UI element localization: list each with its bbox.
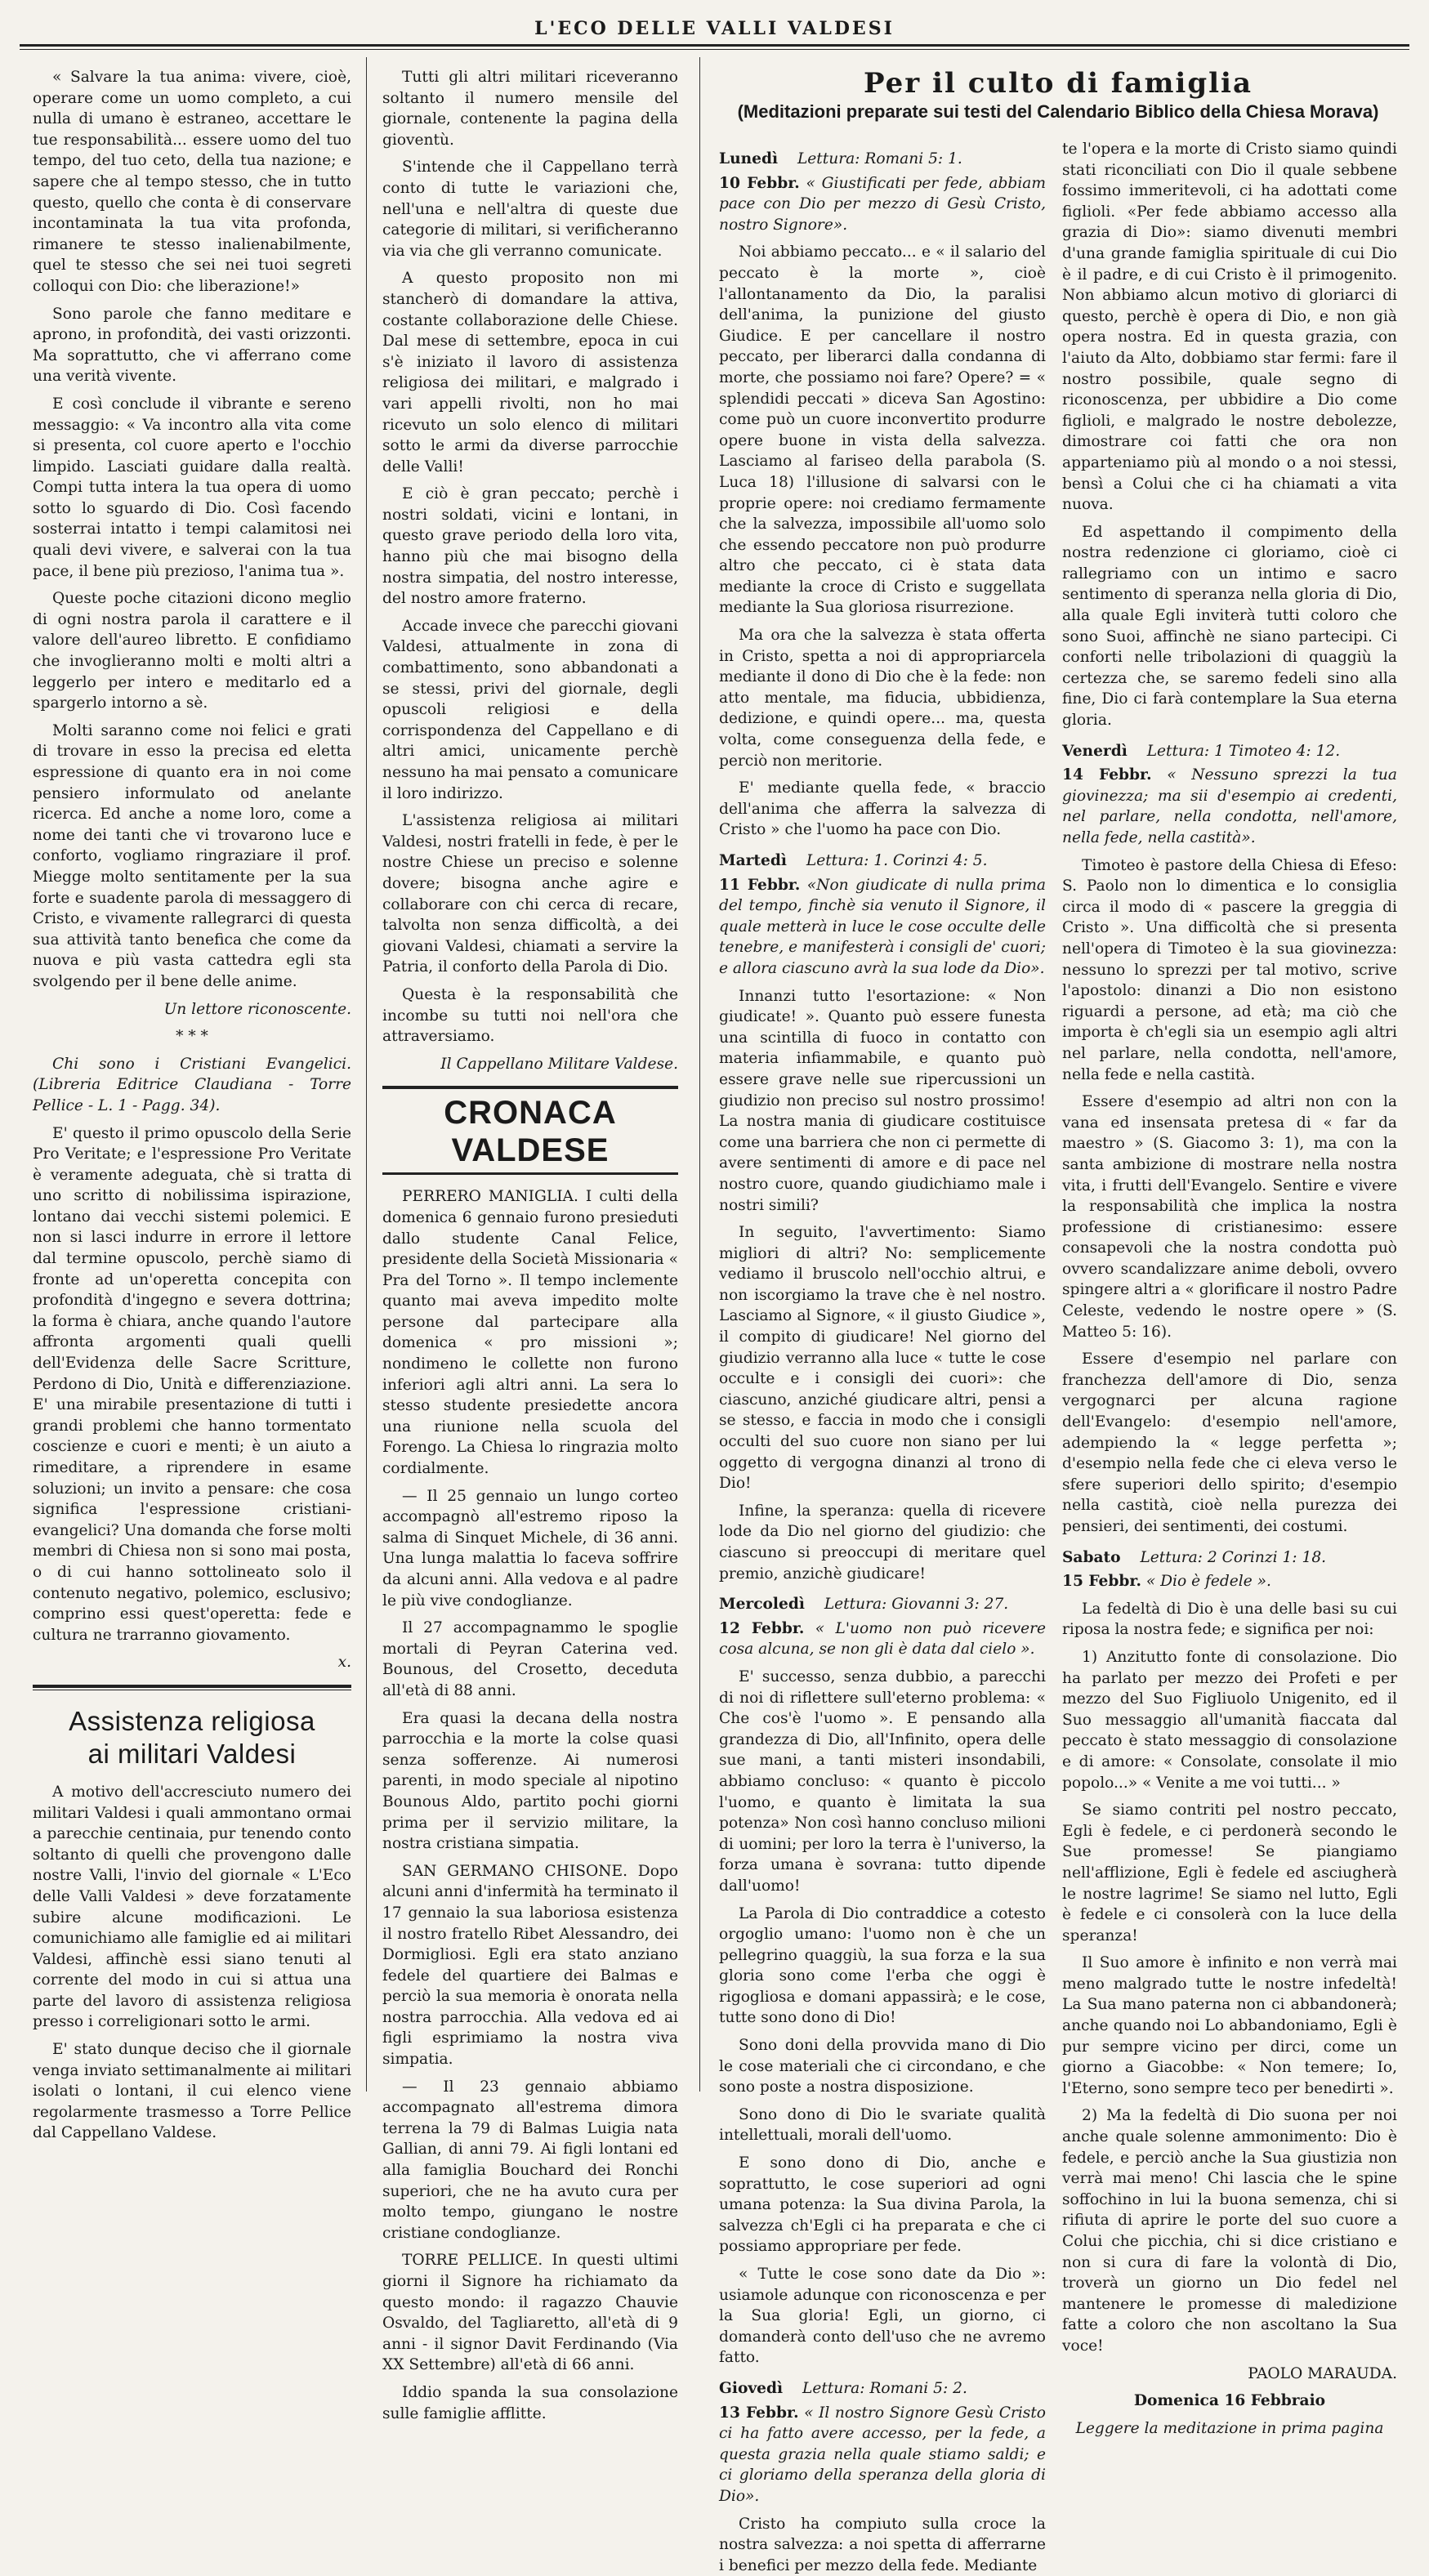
day-name: Martedì xyxy=(719,852,787,869)
paragraph: E' questo il primo opuscolo della Serie Pro Veritate; e l'espressione Pro Veritate è veramente adeguata, chè si tratta di uno scritto di nobilissima ispirazione, lontano dai vecchi sistemi polemici. E non si lasci indurre in errore il lettore dal termine opuscolo, perchè siamo di fronte ad un'operetta concepita con profondità d'ingegno e severa dottrina; la forma è chiara, anche quando l'autore affronta argomenti quali quelli dell'Evidenza delle Sacre Scritture, Perdono di Dio, Unità e differenziazione. E' una mirabile presentazione di tutti i grandi problemi che hanno tormentato coscienze e cuori e menti; è un aiuto a rimeditare, a riprendere in esame soluzioni; un invito a pensare: che cosa significa l'espressione cristiani-evangelici? Una domanda che forse molti membri di Chiesa non si sono mai posta, o di cui hanno sottolineato solo il contenuto negativo, polemico, esclusivo; comprino essi quest'operetta: fede e cultura ne trarranno giovamento. xyxy=(33,1124,351,1644)
news-item: Era quasi la decana della nostra parrocchia e la morte la colse quasi senza sofferenze. Ai numerosi parenti, in modo speciale al nipotino Bounous Aldo, partito pochi giorni prima per il servizio militare, la nostra cristiana simpatia. xyxy=(382,1709,678,1853)
day-heading xyxy=(1062,1547,1397,1569)
day-heading xyxy=(1062,741,1397,762)
verse-quote: « Nessuno sprezzi la tua giovinezza; ma sii d'esempio ai credenti, nel parlare, nella condotta, nell'amore, nella fede, nella castità». xyxy=(1062,766,1397,846)
paragraph: Sono dono di Dio le svariate qualità intellettuali, morali dell'uomo. xyxy=(719,2105,1046,2145)
paragraph: Molti saranno come noi felici e grati di trovare in esso la precisa ed eletta espressione di quanto era in noi come pensiero informulato od anelante ricerca. Ed anche a nome loro, come a nome dei tanti che vi trovarono luce e conforto, vogliamo ringraziare il prof. Miegge molto sentitamente per la sua forte e suadente parola di messaggero di Cristo, e vivamente rallegrarci di questa sua attività tanto benefica che come da nuova e più vasta cattedra egli sta svolgendo per il bene delle anime. xyxy=(33,721,351,990)
day-heading xyxy=(719,2378,1046,2400)
paragraph: Accade invece che parecchi giovani Valdesi, attualmente in zona di combattimento, sono abbandonati a se stessi, privi del giornale, degli opuscoli religiosi e della corrispondenza del Cappellano e di altri amici, unicamente perchè nessuno ha mai pensato a comunicare il loro indirizzo. xyxy=(382,617,678,802)
reading-ref: Lettura: 1 Timoteo 4: 12. xyxy=(1146,742,1341,760)
reading-ref: Lettura: Romani 5: 1. xyxy=(797,150,962,167)
column-divider xyxy=(366,57,367,2092)
paragraph: Essere d'esempio ad altri non con la vana ed insensata pretesa di « far da maestro » (S. Giacomo 3: 1), ma con la santa ambizione di mostrare nella nostra vita, i frutti dell'Evangelo. Sentire e vivere la responsabilità che implica la nostra professione di cristianesimo: essere consapevoli che la nostra condotta può ovvero scandalizzare anime deboli, ovvero spingere altri a « glorificare il nostro Padre Celeste, vedendo le nostre opere » (S. Matteo 5: 16). xyxy=(1062,1093,1397,1341)
paragraph: Sono parole che fanno meditare e aprono, in profondità, dei vasti orizzonti. Ma soprattutto, che vi afferrano come una verità vivente. xyxy=(33,305,351,386)
day-name: Sabato xyxy=(1062,1548,1121,1566)
day-heading xyxy=(719,149,1046,170)
day-name: Giovedì xyxy=(719,2379,784,2397)
paragraph: Questa è la responsabilità che incombe su tutti noi nell'ora che attraversiamo. xyxy=(382,985,678,1046)
headline-title: Per il culto di famiglia xyxy=(864,67,1253,100)
paragraph: Noi abbiamo peccato... e « il salario del peccato è la morte », cioè l'allontanamento da Dio, la paralisi dell'anima, la punizione del giusto Giudice. E per cancellare il nostro peccato, per liberarci dalla condanna di morte, che possiamo noi fare? Opere? = « splendidi peccati » diceva San Agostino: come può un cuore inconvertito produrre opere buone in vista della salvezza. Lasciamo al fariseo della parabola (S. Luca 18) l'illusione di salvarsi con le proprie opere: noi crediamo fermamente che la salvezza, impossibile all'uomo solo che essendo peccatore non può produrre altro che peccato, ci è stata data mediante la croce di Cristo e suggellata mediante la Sua gloriosa risurrezione. xyxy=(719,243,1046,617)
paragraph: In seguito, l'avvertimento: Siamo migliori di altri? No: semplicemente vediamo il bruscolo nell'occhio altrui, e non iscorgiamo la trave che è nel nostro. Lasciamo al Signore, « il giusto Giudice », il compito di giudicare! Nel giorno del giudizio verranno alla luce « tutte le cose occulte e i consigli dei cuori»: che ciascuno, anziché giudicare altri, pensi a se stesso, e faccia in modo che i consigli occulti del suo cuore non siano per lui oggetto di vergogna dinanzi al trono di Dio! xyxy=(719,1224,1046,1493)
paragraph: E' successo, senza dubbio, a parecchi di noi di riflettere sull'eterno problema: « Che cos'è l'uomo ». E pensando alla grandezza di Dio, all'Infinito, opera delle sue mani, a tanti misteri insondabili, abbiamo concluso: « quanto è piccolo l'uomo, e quanto è limitata la sua potenza» Non così hanno concluso milioni di uomini; per loro la terra è l'universo, la forza umana è sovrana: tutto dipende dall'uomo! xyxy=(719,1667,1046,1895)
paragraph: A questo proposito non mi stancherò di domandare la attiva, costante collaborazione delle Chiese. Dal mese di settembre, epoca in cui s'è iniziato il lavoro di assistenza religiosa dei militari, e malgrado i vari appelli rivolti, non ho mai ricevuto un solo elenco di militari sotto le armi da diverse parrocchie delle Valli! xyxy=(382,270,678,475)
paragraph: E' mediante quella fede, « braccio dell'anima che afferra la salvezza di Cristo » che l'uomo ha pace con Dio. xyxy=(719,779,1046,839)
masthead-rule xyxy=(20,44,1409,47)
paragraph: Ed aspettando il compimento della nostra redenzione ci gloriamo, cioè ci rallegriamo con un intimo e sacro sentimento di speranza nella gloria di Dio, alla quale Egli inviterà tutti coloro che sono Suoi, affinchè ne siano partecipi. Ci conforti nelle tribolazioni di quaggiù la certezza che, se saremo fedeli sino alla fine, Dio ci farà contemplare la Sua eterna gloria. xyxy=(1062,523,1397,730)
paragraph: Cristo ha compiuto sulla croce la nostra salvezza: a noi spetta di afferrarne i benefici per mezzo della fede. Mediante xyxy=(719,2515,1046,2574)
paragraph: Tutti gli altri militari riceveranno soltanto il numero mensile del giornale, contenente la pagina della gioventù. xyxy=(382,69,678,149)
closing-note: Leggere la meditazione in prima pagina xyxy=(1075,2419,1384,2437)
verse-quote: « L'uomo non può ricevere cosa alcuna, se non gli è data dal cielo ». xyxy=(719,1619,1047,1659)
verse-quote: «Non giudicate di nulla prima del tempo, finchè sia venuto il Signore, il quale metterà in luce le cose occulte delle tenebre, e manifesterà i consigli de' cuori; e allora ciascuno avrà la sua lode da Dio». xyxy=(719,876,1046,977)
section-title-line: ai militari Valdesi xyxy=(87,1738,297,1769)
date: 10 Febbr. xyxy=(719,174,800,192)
paragraph: Essere d'esempio nel parlare con franchezza dell'amore di Dio, senza vergognarci per alcuna ragione dell'Evangelo: d'esempio nell'amore, adempiendo la « legge perfetta »; d'esempio nella fede che ci eleva verso le sfere superiori dello spirito; d'esempio nella castità, cioè nella purezza dei pensieri, dei sentimenti, dei costumi. xyxy=(1062,1351,1397,1535)
paragraph: A motivo dell'accresciuto numero dei militari Valdesi i quali ammontano ormai a parecchie centinaia, pur tenendo conto soltanto di quelli che provengono dalle nostre Valli, l'invio del giornale « L'Eco delle Valli Valdesi » deve forzatamente subire alcune modificazioni. Le comunichiamo alle famiglie ed ai militari Valdesi, affinchè essi siano tenuti al corrente del modo in cui si attua una parte del lavoro di assistenza religiosa presso i correligionari sotto le armi. xyxy=(33,1783,351,2031)
news-item: — Il 25 gennaio un lungo corteo accompagnò all'estremo riposo la salma di Sinquet Michele, di 36 anni. Una lunga malattia lo faceva soffrire da alcuni anni. Alla vedova e al padre le più vive condoglianze. xyxy=(382,1487,678,1609)
news-item: TORRE PELLICE. In questi ultimi giorni il Signore ha richiamato da questo mondo: il ragazzo Chauvie Osvaldo, del Tagliaretto, all'età di 9 anni - il signor Davit Ferdinando (Via XX Settembre) all'età di 66 anni. xyxy=(382,2252,678,2374)
news-item: — Il 23 gennaio abbiamo accompagnato all'estrema dimora terrena la 79 di Balmas Luigia nata Gallian, di anni 79. Ai figli lontani ed alla famiglia Bouchard dei Ronchi superiori, che ne ha avuto cura per molto tempo, giungano le nostre cristiane condoglianze. xyxy=(382,2078,678,2242)
column-1 xyxy=(33,67,351,2142)
paragraph: Sono doni della provvida mano di Dio le cose materiali che ci circondano, e che sono poste a nostra disposizione. xyxy=(719,2037,1046,2096)
section-title-line: Assistenza religiosa xyxy=(69,1705,315,1736)
paragraph: S'intende che il Cappellano terrà conto di tutte le variazioni che, nell'una e nell'altra di queste due categorie di militari, si verificheranno via via che gli verranno comunicate. xyxy=(382,158,678,260)
section-rule xyxy=(33,1685,351,1688)
paragraph: E ciò è gran peccato; perchè i nostri soldati, vicini e lontani, in questo grave periodo della loro vita, hanno più che mai bisogno della nostra simpatia, del nostro interesse, del nostro amore fraterno. xyxy=(382,485,678,608)
paragraph: E così conclude il vibrante e sereno messaggio: « Va incontro alla vita come si presenta, col cuore aperto e l'occhio limpido. Lasciati guidare dalla realtà. Compi tutta intera la tua opera di uomo sotto lo sguardo di Dio. Così facendo sosterrai intatto i tempi calamitosi nei quali devi vivere, e salverai con la tua pace, il bene più prezioso, l'anima tua ». xyxy=(33,395,351,580)
paragraph: « Salvare la tua anima: vivere, cioè, operare come un uomo completo, a cui nulla di umano è estraneo, accettare le tue responsabilità... essere uomo del tuo tempo, del tuo ceto, della tua nazione; e sapere che al tempo stesso, che in tutto questo, quello che conta è di conservare incontaminata la tua vita profonda, rimanere te stesso inalienabilmente, quel te stesso che sei nei tuoi segreti colloqui con Dio: che liberazione!» xyxy=(33,69,351,295)
paragraph: Queste poche citazioni dicono meglio di ogni nostra parola il carattere e il valore dell'aureo libretto. E confidiamo che invoglieranno molti e molti altri a leggerlo per intero e meditarlo ed a spargerlo intorno a sè. xyxy=(33,590,351,712)
news-item: PERRERO MANIGLIA. I culti della domenica 6 gennaio furono presieduti dallo studente Canal Felice, presidente della Società Missionaria « Pra del Torno ». Il tempo inclemente quanto mai aveva impedito molte persone dal partecipare alla domenica « pro missioni »; nondimeno le collette non furono inferiori agli altri anni. La sera lo stesso studente presiedette ancora una riunione nella scuola del Forengo. La Chiesa lo ringrazia molto cordialmente. xyxy=(382,1188,678,1478)
day-heading xyxy=(719,1594,1046,1615)
section-title xyxy=(33,1705,351,1770)
date: 12 Febbr. xyxy=(719,1619,805,1637)
column-4 xyxy=(1062,139,1397,2437)
paragraph: Innanzi tutto l'esortazione: « Non giudicate! ». Quanto può essere funesta una scintilla di fuoco in contatto con materia infiammabile, e quanto può essere grave nelle sue ripercussioni un giudizio non preciso sul nostro prossimo! La nostra mania di giudicare costituisce come una barriera che non ci permette di avere sentimenti di amore e di pace nel nostro cuore, quando giudichiamo male i nostri simili? xyxy=(719,987,1046,1214)
reading-ref: Lettura: Giovanni 3: 27. xyxy=(824,1596,1009,1614)
date: 15 Febbr. xyxy=(1062,1573,1141,1591)
news-item: SAN GERMANO CHISONE. Dopo alcuni anni d'infermità ha terminato il 17 gennaio la sua laboriosa esistenza il nostro fratello Ribet Alessandro, dei Dormigliosi. Egli era stato anziano fedele del quartiere dei Balmas e perciò la sua memoria è onorata nella nostra parrocchia. Alla vedova ed ai figli esprimiamo la nostra viva simpatia. xyxy=(382,1862,678,2069)
signature: Un lettore riconoscente. xyxy=(163,1000,351,1018)
day-heading xyxy=(719,850,1046,872)
paragraph: te l'opera e la morte di Cristo siamo quindi stati riconciliati con Dio il quale sebbene fossimo immeritevoli, ci ha adottati come figlioli. «Per fede abbiamo accesso alla grazia di Dio»: siamo divenuti membri d'una grande famiglia spirituale di cui Dio è il padre, e di cui Cristo è il primogenito. Non abbiamo alcun motivo di gloriarci di questo, perchè è opera di Dio, e non già opera nostra. Ed in questa grazia, con l'aiuto da Alto, dobbiamo star fermi: fare il nostro possibile, quale segno di riconoscenza, per ubbidire a Dio come figlioli, e malgrado le nostre debolezze, dimostrare coi fatti che ora non apparteniamo più al mondo o a noi stessi, bensì a Colui che ci ha chiamati a vita nuova. xyxy=(1062,141,1397,514)
date: 13 Febbr. xyxy=(719,2404,799,2422)
paragraph: La Parola di Dio contraddice a cotesto orgoglio umano: l'uomo non è che un pellegrino quaggiù, la sua forza e la sua gloria sono come l'erba che oggi è rigogliosa e domani appassirà; e le cose, tutte sono dono di Dio! xyxy=(719,1904,1046,2027)
paragraph: Se siamo contriti pel nostro peccato, Egli è fedele, e ci perdonerà secondo le Sue promesse! Se piangiamo nell'afflizione, Egli è fedele ed asciugherà le nostre lagrime! Se siamo nel lutto, Egli è fedele e ci consolerà con la luce della speranza! xyxy=(1062,1801,1397,1944)
closing-date: Domenica 16 Febbraio xyxy=(1133,2392,1326,2410)
paragraph: 1) Anzitutto fonte di consolazione. Dio ha parlato per mezzo dei Profeti e per mezzo del Suo Figliuolo Unigenito, ed il Suo messaggio all'umanità fiaccata dal peccato è stato messaggio di consolazione e di amore: « Consolate, consolate il mio popolo...» « Venite a me voi tutti... » xyxy=(1062,1648,1397,1792)
day-name: Venerdì xyxy=(1062,742,1128,760)
column-divider xyxy=(699,57,700,2092)
reading-ref: Lettura: 2 Corinzi 1: 18. xyxy=(1140,1548,1327,1566)
paragraph: La fedeltà di Dio è una delle basi su cui riposa la nostra fede; e significa per noi: xyxy=(1062,1600,1397,1639)
separator-stars: * * * xyxy=(176,1028,208,1046)
signature: Il Cappellano Militare Valdese. xyxy=(440,1055,678,1073)
reading-ref: Lettura: 1. Corinzi 4: 5. xyxy=(806,852,988,869)
headline-subtitle: (Meditazioni preparate sui testi del Calendario Biblico della Chiesa Morava) xyxy=(737,101,1379,122)
paragraph: E' stato dunque deciso che il giornale venga inviato settimanalmente ai militari isolati o lontani, il cui elenco viene regolarmente trasmesso a Torre Pellice dal Cappellano Valdese. xyxy=(33,2041,351,2142)
column-3 xyxy=(719,139,1047,2574)
paragraph: Timoteo è pastore della Chiesa di Efeso: S. Paolo non lo dimentica e lo consiglia circa il modo di « pascere la greggia di Cristo ». Una difficoltà che si presenta nell'opera di Timoteo è la sua giovinezza: nessuno lo sprezzi per tal motivo, scrive l'apostolo: dinanzi a Dio non esistono riguardi a persone, ad età; ma ciò che importa è ch'egli sia un esempio agli altri nel parlare, nella condotta, nell'amore, nella fede e nella castità. xyxy=(1062,856,1397,1083)
reading-ref: Lettura: Romani 5: 2. xyxy=(802,2379,967,2397)
news-item: Iddio spanda la sua consolazione sulle famiglie afflitte. xyxy=(382,2383,678,2422)
masthead-title: L'ECO DELLE VALLI VALDESI xyxy=(534,18,895,39)
date: 14 Febbr. xyxy=(1062,766,1152,784)
paragraph: Ma ora che la salvezza è stata offerta in Cristo, spetta a noi di appropriarcela mediante il dono di Dio che è la fede: non atto mentale, ma fiducia, ubbidienza, dedizione, e quindi opere... ma, questa volta, come conseguenza della fede, e perciò non meritorie. xyxy=(719,627,1046,770)
paragraph: Infine, la speranza: quella di ricevere lode da Dio nel giorno del giudizio: che ciascuno si preoccupi di meritare quel premio, anzichè giudicare! xyxy=(719,1502,1046,1583)
paragraph: « Tutte le cose sono date da Dio »: usiamole adunque con riconoscenza e per la Sua gloria! Egli, un giorno, ci domanderà conto dell'uso che ne avremo fatto. xyxy=(719,2266,1046,2367)
cronaca-title: CRONACA VALDESE xyxy=(382,1086,678,1175)
masthead-rule-thin xyxy=(20,49,1409,50)
masthead xyxy=(0,0,1429,49)
verse-quote: « Giustificati per fede, abbiam pace con Dio per mezzo di Gesù Cristo, nostro Signore». xyxy=(719,174,1046,234)
news-item: Il 27 accompagnammo le spoglie mortali di Peyran Caterina ved. Bounous, del Crosetto, deceduta all'età di 88 anni. xyxy=(382,1619,678,1699)
author-signature: PAOLO MARAUDA. xyxy=(1248,2364,1397,2382)
day-name: Lunedì xyxy=(719,150,779,167)
paragraph: Il Suo amore è infinito e non verrà mai meno malgrado tutte le nostre infedeltà! La Sua mano paterna non ci abbandonerà; anche quando noi Lo abbandoniamo, Egli è pur sempre vicino per dirci, come un giorno a Giacobbe: « Non temere; Io, l'Eterno, sono sempre teco per benedirti ». xyxy=(1062,1954,1397,2097)
verse-quote: « Il nostro Signore Gesù Cristo ci ha fatto avere accesso, per la fede, a questa grazia nella quale stiamo saldi; e ci gloriamo della speranza della gloria di Dio». xyxy=(719,2404,1047,2505)
article-headline xyxy=(719,67,1397,124)
date: 11 Febbr. xyxy=(719,876,801,894)
paragraph: E sono dono di Dio, anche e soprattutto, le cose superiori ad ogni umana potenza: la Sua divina Parola, la salvezza ch'Egli ci ha preparata e che ci possiamo appropriare per fede. xyxy=(719,2154,1046,2256)
signature: x. xyxy=(337,1654,351,1672)
column-2 xyxy=(382,67,678,2422)
book-reference: Chi sono i Cristiani Evangelici. (Libreria Editrice Claudiana - Torre Pellice - L. 1 - Pagg. 34). xyxy=(33,1055,351,1114)
day-name: Mercoledì xyxy=(719,1596,805,1614)
paragraph: L'assistenza religiosa ai militari Valdesi, nostri fratelli in fede, è per le nostre Chiese un preciso e solenne dovere; bisogna anche agire e collaborare con chi cerca di recare, talvolta non senza difficoltà, a dei giovani Valdesi, chiamati a servire la Patria, il conforto della Parola di Dio. xyxy=(382,812,678,976)
paragraph: 2) Ma la fedeltà di Dio suona per noi anche quale solenne ammonimento: Dio è fedele, e perciò anche la Sua giustizia non verrà mai meno! Chi lascia che le spine soffochino in lui la buona semenza, chi si rifiuta di aprire le porte del suo cuore a Colui che picchia, chi si dice cristiano e non si cura di fare la volontà di Dio, troverà un giorno un Dio fedel nel mantenere le promesse di maledizione fatte a coloro che non ascoltano la Sua voce! xyxy=(1062,2107,1397,2355)
verse-quote: « Dio è fedele ». xyxy=(1145,1573,1271,1591)
